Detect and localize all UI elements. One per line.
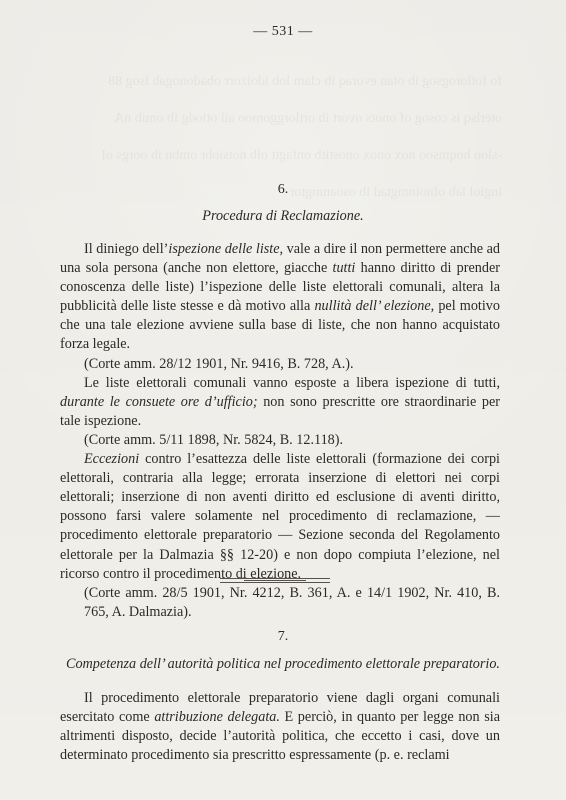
text-run: non sono prescritte ore straordinarie per tale ispezione. <box>60 393 500 429</box>
paragraph-competenza <box>60 689 500 765</box>
section-6-title: Procedura di Reclamazione. <box>202 208 364 224</box>
bleed-through-text: fo fotlorogsog ib otan evoraq ib clam lob idoizorr obadonogab lsog 88 oterlsq is cosog of onots ovort ib ortlorggomoo ail otiodg ib omib nA -sloo hoqmsoo nox onox onostitb onfagtt olb notsiobr ombn ib oorgs oI ingiol iab ofnoinmgtad ib osoanmgtor <box>101 73 502 200</box>
citation-3: (Corte amm. 28/5 1901, Nr. 4212, B. 361, A. e 14/1 1902, Nr. 410, B. 765, A. Dalmazia). <box>84 584 500 620</box>
text-run: Il diniego dell’ <box>84 241 169 257</box>
section-7-title: Competenza dell’ autorità politica nel procedimento elettorale preparatorio. <box>66 656 500 672</box>
italic-term-attribuzione: attribuzione delegata. <box>154 709 280 726</box>
paragraph-ispezione-liste <box>60 240 500 355</box>
citation-2: (Corte amm. 5/11 1898, Nr. 5824, B. 12.118). <box>84 431 344 448</box>
paragraph-orari-ispezione <box>60 374 500 431</box>
citation-1: (Corte amm. 28/12 1901, Nr. 9416, B. 728, A.). <box>84 355 354 372</box>
text-run: hanno diritto di prender conoscenza delle liste) l’ispezione delle liste elettorali comunali, altera la pubblicità delle liste stesse e dà motivo alla <box>60 260 500 315</box>
text-run: Le liste elettorali comunali vanno esposte a libera ispezione di tutti, <box>84 374 500 391</box>
section-7-number: 7. <box>277 629 289 644</box>
italic-term-ore-ufficio: durante le consuete ore d’ufficio; <box>60 393 258 410</box>
text-run: Il procedimento elettorale preparatorio viene dagli organi comunali esercitato come <box>60 690 500 726</box>
section-7-body <box>60 689 500 765</box>
italic-term-nullita: nullità dell’ elezione, <box>314 298 435 315</box>
text-run: E perciò, in quanto per legge non sia altrimenti disposto, decide l’autorità politica, che eccetto i casi, dove un determinato procedimento sia prescritto espressamente (p. e. reclami <box>60 709 500 764</box>
text-run: pel motivo che una tale elezione avviene sulla base di liste, che non hanno acquistato forza legale. <box>60 298 500 353</box>
section-6-number: 6. <box>277 182 289 197</box>
italic-term-ispezione: ispezione delle liste, <box>168 241 284 257</box>
paragraph-eccezioni <box>60 450 500 584</box>
section-divider <box>220 578 330 584</box>
section-6-body <box>60 240 500 622</box>
italic-term-tutti: tutti <box>332 260 356 277</box>
page-number: — 531 — <box>253 24 313 39</box>
italic-term-eccezioni: Eccezioni <box>84 451 140 468</box>
text-run: vale a dire il non permettere anche ad una sola persona (anche non elettore, giacche <box>60 241 500 277</box>
text-run: contro l’esattezza delle liste elettorali (formazione dei corpi elettorali, contraria alla legge; errorata inserzione di elettori nei corpi elettorali; inserzione di non aventi diritto ed esclusione di aventi diritto, possono farsi valere solamente nel procedimento di reclamazione, — procedimento elettorale preparatorio — Sezione seconda del Regolamento elettorale per la Dalmazia §§ 12-20) e non dopo compiuta l’elezione, nel ricorso contro il procedimento di elezione. <box>60 451 500 582</box>
